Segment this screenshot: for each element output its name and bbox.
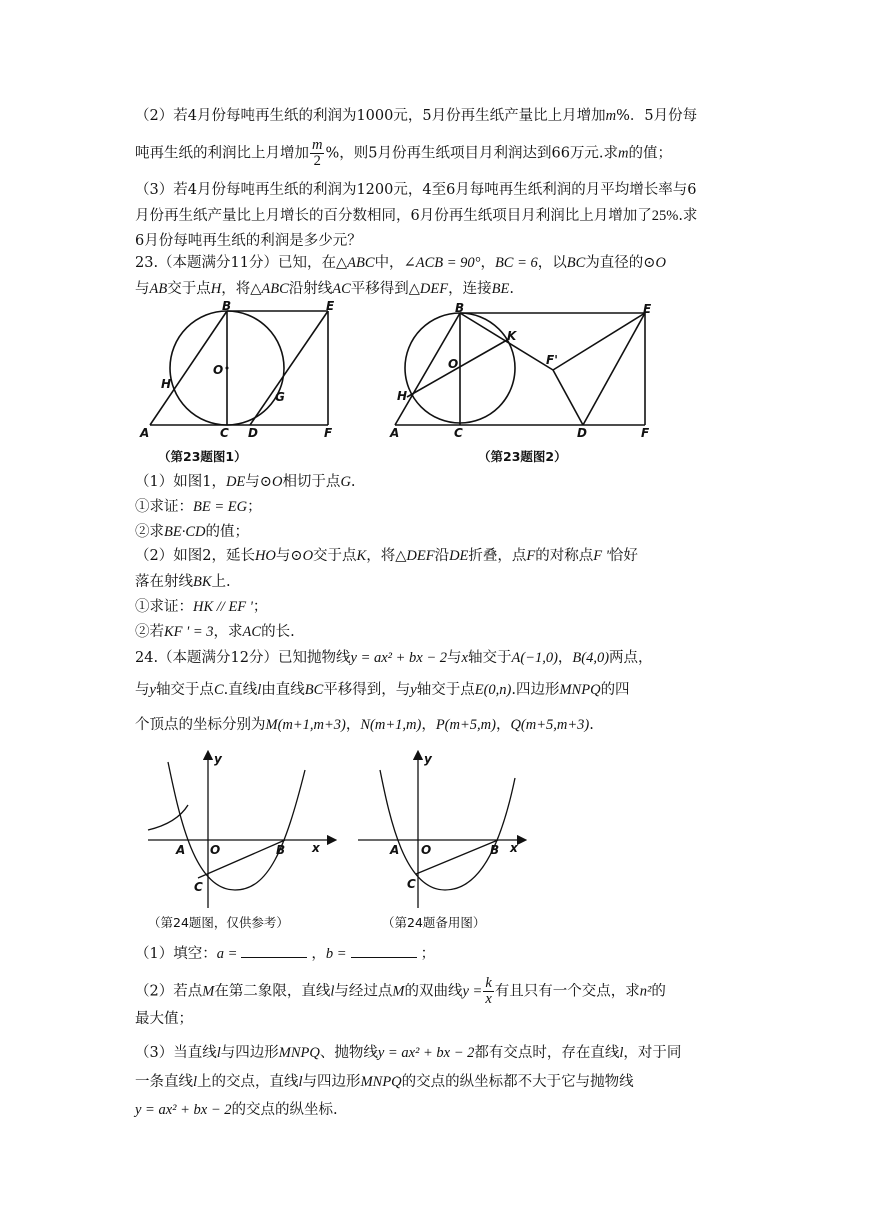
q23-p1: （1）如图1，DE与⊙O相切于点G.: [135, 474, 356, 490]
q24-p1: （1）填空：a = ，b = ；: [135, 943, 435, 964]
q23-figure-1: [130, 300, 345, 445]
svg-text:O: O: [421, 843, 432, 857]
q23-figure-2: [385, 300, 665, 445]
blank-b[interactable]: [351, 943, 417, 958]
q24-stem-line1: 24.（本题满分12分）已知抛物线y = ax² + bx − 2与x轴交于A(−1,0)，B(4,0)两点，: [135, 650, 653, 666]
q24-p2-line1: （2）若点M在第二象限，直线l与经过点M的双曲线y = $\frac{k}{x}$ 有且只有一个交点，求n²的: [135, 975, 666, 1007]
q22-p3-line3: 6月份每吨再生纸的利润是多少元？: [135, 233, 362, 249]
fraction-k-over-x: $\frac{k}{x}$: [485, 975, 492, 1007]
q23-p2-line1: （2）如图2，延长HO与⊙O交于点K，将△DEF沿DE折叠，点F的对称点F '恰好: [135, 548, 638, 564]
q24-graph-2: [350, 750, 530, 910]
q23-s4: ②若KF ' = 3，求AC的长.: [135, 624, 295, 640]
svg-text:C: C: [407, 877, 416, 891]
label-e: E: [326, 300, 335, 313]
svg-text:B: B: [276, 843, 286, 857]
svg-text:E: E: [643, 302, 652, 316]
svg-text:x: x: [312, 841, 320, 855]
hyperbola: [148, 805, 188, 830]
q24-stem-line2: 与y轴交于点C.直线l由直线BC平移得到，与y轴交于点E(0,n).四边形MNPQ的四: [135, 682, 630, 698]
svg-text:A: A: [176, 843, 186, 857]
label-h: H: [161, 377, 172, 391]
svg-text:D: D: [577, 426, 587, 440]
svg-text:y: y: [214, 752, 222, 766]
q24-p3-line3: y = ax² + bx − 2的交点的纵坐标.: [135, 1102, 338, 1118]
q23-fig2-caption: （第23题图2）: [478, 449, 567, 464]
svg-text:B: B: [455, 301, 465, 315]
q24-p3-line2: 一条直线l上的交点，直线l与四边形MNPQ的交点的纵坐标都不大于它与抛物线: [135, 1074, 634, 1090]
svg-text:A: A: [390, 843, 400, 857]
label-f: F: [324, 426, 333, 440]
svg-text:F: F: [641, 426, 650, 440]
svg-text:x: x: [510, 841, 518, 855]
svg-text:A: A: [390, 426, 400, 440]
q23-fig1-caption: （第23题图1）: [158, 449, 247, 464]
svg-text:B: B: [490, 843, 500, 857]
q22-p2-line2: 吨再生纸的利润比上月增加 $\frac{m}{2}$ %，则5月份再生纸项目月利润达到66万元.求m的值；: [135, 137, 673, 169]
svg-text:H: H: [397, 389, 408, 403]
q23-stem-line2: 与AB交于点H，将△ABC沿射线AC平移得到△DEF，连接BE.: [135, 281, 514, 297]
svg-text:y: y: [424, 752, 432, 766]
label-b: B: [222, 300, 232, 313]
q24-p2-line2: 最大值；: [135, 1011, 193, 1027]
q23-s1: ①求证：BE = EG；: [135, 499, 262, 515]
q23-s3: ①求证：HK // EF '；: [135, 599, 268, 615]
q24-p3-line1: （3）当直线l与四边形MNPQ、抛物线y = ax² + bx − 2都有交点时，存在直线l，对于同: [135, 1045, 682, 1061]
blank-a[interactable]: [241, 943, 307, 958]
q24-fig2-caption: （第24题备用图）: [382, 915, 486, 930]
q24-stem-line3: 个顶点的坐标分别为M(m+1,m+3)，N(m+1,m)，P(m+5,m)，Q(m+5,m+3).: [135, 717, 594, 733]
parabola: [168, 762, 305, 890]
label-c: C: [220, 426, 229, 440]
label-g: G: [275, 390, 285, 404]
q23-stem-line1: 23.（本题满分11分）已知，在△ABC中，∠ACB = 90°，BC = 6，以BC为直径的⊙O: [135, 255, 666, 271]
q23-s2: ②求BE·CD的值；: [135, 524, 249, 540]
fraction-m-over-2: $\frac{m}{2}$: [312, 137, 323, 169]
svg-text:F': F': [546, 353, 558, 367]
label-d: D: [248, 426, 258, 440]
label-o: O: [213, 363, 224, 377]
q22-p3-line1: （3）若4月份每吨再生纸的利润为1200元，4至6月每吨再生纸利润的月平均增长率与6: [135, 182, 697, 198]
svg-text:O: O: [210, 843, 221, 857]
svg-text:C: C: [194, 880, 203, 894]
q24-graph-1: [140, 750, 340, 910]
q22-p3-line2: 月份再生纸产量比上月增长的百分数相同，6月份再生纸项目月利润比上月增加了25%.求: [135, 208, 698, 224]
svg-text:C: C: [454, 426, 463, 440]
label-a: A: [140, 426, 150, 440]
q22-p2-line1: （2）若4月份每吨再生纸的利润为1000元，5月份再生纸产量比上月增加m%．5月份每: [135, 108, 698, 124]
svg-text:K: K: [507, 329, 517, 343]
q23-p2-line2: 落在射线BK上.: [135, 574, 231, 590]
q24-fig1-caption: （第24题图，仅供参考）: [148, 915, 289, 930]
svg-text:O: O: [448, 357, 459, 371]
